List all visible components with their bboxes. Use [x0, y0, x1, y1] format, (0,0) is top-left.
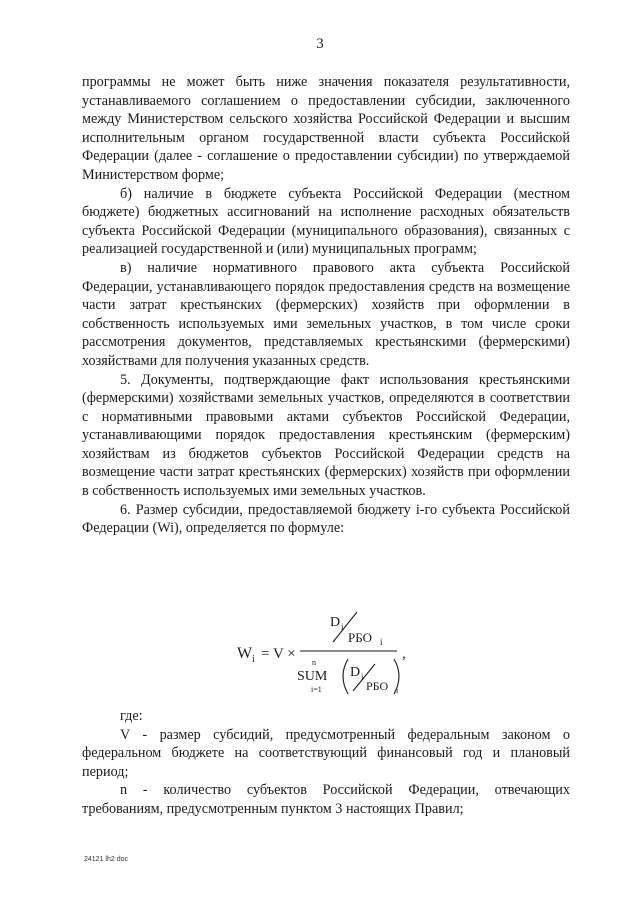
where-label: где: — [120, 708, 143, 724]
formula-num-d: D — [330, 615, 341, 630]
paragraph-continuation: программы не может быть ниже значения показателя результативности, устанавливаемого соглашением о предоставлении субсидии, заключенного между Министерством сельского хозяйства Российской Федерации и высшим исполнительным органом государственной власти субъекта Российской Федерации (далее - соглашение о предоставлении субсидии) по утверждаемой Министерством форме; — [82, 74, 570, 183]
formula-den-rbo: РБО — [366, 679, 389, 693]
formula-sum: SUM — [297, 669, 328, 684]
formula-sum-top: n — [312, 658, 316, 667]
formula-lhs-sub: i — [252, 654, 255, 665]
paragraph-5: 5. Документы, подтверждающие факт использования крестьянскими (фермерскими) хозяйствами земельных участков, определяются в соответствии с нормативными правовыми актами субъектов Российской Федерации, устанавливающими порядок предоставления крестьянским (фермерским) хозяйствам из бюджетов субъектов Российской Федерации средств на возмещение части затрат крестьянских (фермерских) хозяйств при оформлении в собственность используемых ими земельных участков. — [82, 371, 570, 500]
paragraph-b: б) наличие в бюджете субъекта Российской Федерации (местном бюджете) бюджетных ассигнований на исполнение расходных обязательств субъекта Российской Федерации (муниципального образования), связанных с реализацией государственной и (или) муниципальных программ; — [82, 185, 570, 258]
paragraph-6: 6. Размер субсидии, предоставляемой бюджету i-го субъекта Российской Федерации (Wi), определяется по формуле: — [82, 501, 570, 537]
footer-filename: 24121 lh2 doc — [84, 856, 128, 863]
definition-v: V - размер субсидий, предусмотренный федеральным законом о федеральном бюджете на соответствующий финансовый год и плановый период; — [82, 726, 570, 780]
definitions-section — [82, 707, 570, 819]
document-body — [82, 73, 570, 538]
formula-trailing-comma: , — [402, 646, 406, 662]
formula-den-rbo-sub: i — [396, 686, 399, 695]
definition-n: n - количество субъектов Российской Федерации, отвечающих требованиям, предусмотренным пунктом 3 настоящих Правил; — [82, 782, 570, 817]
page-number: 3 — [316, 36, 324, 52]
subsidy-formula — [0, 606, 640, 701]
formula-den-d: D — [350, 665, 361, 680]
formula-num-rbo: РБО — [348, 630, 372, 645]
formula-num-rbo-sub: i — [380, 637, 383, 647]
formula-num-d-sub: i — [341, 622, 344, 632]
formula-eq-v: = V × — [261, 646, 296, 662]
formula-lhs: W — [237, 645, 253, 662]
paragraph-v: в) наличие нормативного правового акта субъекта Российской Федерации, устанавливающего порядок предоставления средств на возмещение части затрат крестьянских (фермерских) хозяйств при оформлении в собственность используемых ими земельных участков, в том числе сроки рассмотрения документов, представляемых крестьянскими (фермерскими) хозяйствами для получения указанных средств. — [82, 259, 570, 369]
formula-den-d-sub: i — [361, 672, 364, 682]
formula-sum-bottom: i=1 — [311, 685, 322, 694]
left-paren — [343, 659, 348, 694]
